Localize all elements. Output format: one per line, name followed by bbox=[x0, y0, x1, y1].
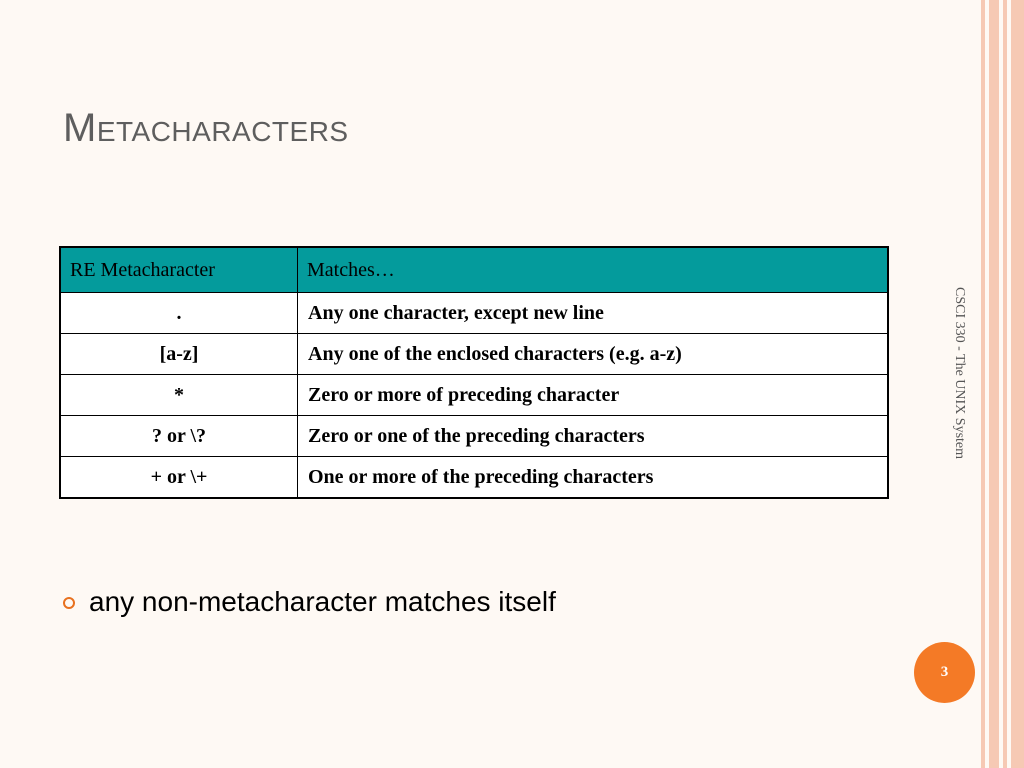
matches-cell: Any one of the enclosed characters (e.g. a-z) bbox=[298, 334, 889, 375]
bullet-text: any non-metacharacter matches itself bbox=[89, 586, 556, 617]
metacharacter-cell: [a-z] bbox=[60, 334, 298, 375]
decorative-stripe bbox=[1003, 0, 1007, 768]
bullet-item bbox=[63, 586, 556, 618]
metacharacter-cell: + or \+ bbox=[60, 457, 298, 499]
decorative-stripe bbox=[989, 0, 999, 768]
column-header-metacharacter: RE Metacharacter bbox=[60, 247, 298, 293]
slide-title: Metacharacters bbox=[63, 106, 349, 150]
metacharacter-cell: ? or \? bbox=[60, 416, 298, 457]
matches-cell: One or more of the preceding characters bbox=[298, 457, 889, 499]
metacharacter-cell: . bbox=[60, 293, 298, 334]
metacharacter-table bbox=[59, 246, 889, 499]
decorative-stripe bbox=[1011, 0, 1024, 768]
table-row bbox=[60, 293, 888, 334]
matches-cell: Any one character, except new line bbox=[298, 293, 889, 334]
page-number-badge: 3 bbox=[914, 642, 975, 703]
table-row bbox=[60, 457, 888, 499]
metacharacter-cell: * bbox=[60, 375, 298, 416]
decorative-stripe bbox=[981, 0, 985, 768]
circle-bullet-icon bbox=[63, 597, 75, 609]
table-row bbox=[60, 416, 888, 457]
column-header-matches: Matches… bbox=[298, 247, 889, 293]
matches-cell: Zero or one of the preceding characters bbox=[298, 416, 889, 457]
matches-cell: Zero or more of preceding character bbox=[298, 375, 889, 416]
table-row bbox=[60, 334, 888, 375]
course-side-label: CSCI 330 - The UNIX System bbox=[952, 286, 967, 460]
table-row bbox=[60, 375, 888, 416]
table-header-row bbox=[60, 247, 888, 293]
